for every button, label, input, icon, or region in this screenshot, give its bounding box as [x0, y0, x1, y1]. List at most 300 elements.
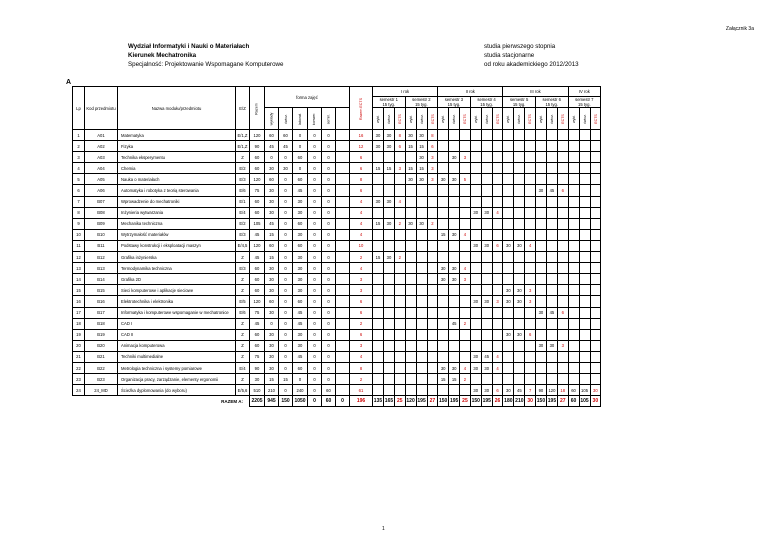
cell-sem	[546, 351, 557, 362]
year-label: IV rok	[568, 87, 601, 97]
table-row	[73, 240, 623, 251]
cell-sem: 6	[557, 185, 568, 196]
cell-sem	[568, 185, 579, 196]
cell-sem: 30	[449, 274, 460, 285]
cell-sem: 30	[416, 130, 427, 141]
cell-razem: 45	[250, 318, 265, 329]
cell-sem	[481, 218, 492, 229]
cell-form: 0	[279, 240, 293, 251]
cell-name: Nauka o materiałach	[118, 174, 236, 185]
semester-weeks: 15 tyg.	[480, 102, 493, 107]
cell-name: Elektrotechnika i elektronika	[118, 296, 236, 307]
cell-sem	[579, 152, 590, 163]
cell-sem: 30	[449, 263, 460, 274]
cell-sem	[470, 307, 481, 318]
cell-form: 0	[308, 174, 322, 185]
cell-sem	[470, 374, 481, 385]
table-row	[73, 351, 623, 362]
col-form-text: wykłady	[269, 112, 274, 126]
cell-sem	[546, 252, 557, 263]
cell-form-extra	[336, 285, 350, 296]
cell-form: 210	[265, 385, 279, 396]
cell-sem	[514, 340, 525, 351]
cell-sem	[460, 385, 471, 396]
cell-sem	[535, 318, 546, 329]
cell-sem	[525, 263, 536, 274]
cell-sem	[590, 374, 601, 385]
cell-ects-razem: 4	[350, 218, 373, 229]
total-sem: 150	[470, 396, 481, 407]
cell-form: 60	[322, 385, 336, 396]
cell-sem: 6	[525, 329, 536, 340]
cell-sem	[568, 252, 579, 263]
cell-sem	[492, 340, 503, 351]
cell-form: 45	[265, 218, 279, 229]
cell-sem	[394, 362, 405, 373]
cell-sem	[383, 263, 394, 274]
cell-sem: 2	[427, 218, 438, 229]
cell-lp: 2	[73, 141, 85, 152]
cell-razem: 60	[250, 329, 265, 340]
cell-form: 0	[279, 340, 293, 351]
cell-sem	[525, 318, 536, 329]
cell-sem	[535, 252, 546, 263]
cell-lp: 22	[73, 362, 85, 373]
cell-sem	[438, 185, 449, 196]
cell-sem	[394, 351, 405, 362]
cell-sem: 3	[427, 174, 438, 185]
cell-sem	[372, 229, 383, 240]
cell-sem	[546, 130, 557, 141]
cell-sem	[481, 229, 492, 240]
cell-name: Sieci komputerowe i aplikacje sieciowe	[118, 285, 236, 296]
cell-form-extra	[336, 263, 350, 274]
cell-sem	[535, 362, 546, 373]
cell-ects-razem: 4	[350, 196, 373, 207]
cell-form: 0	[322, 174, 336, 185]
cell-razem: 105	[250, 218, 265, 229]
cell-form: 0	[308, 362, 322, 373]
cell-code: B07	[85, 196, 118, 207]
col-sub-text: ćwicz.	[452, 114, 457, 124]
cell-name: Fizyka	[118, 141, 236, 152]
cell-sem	[449, 307, 460, 318]
cell-sem	[481, 340, 492, 351]
academic-year: od roku akademickiego 2012/2013	[484, 61, 579, 68]
cell-form-extra	[336, 185, 350, 196]
col-sub-text: ECTS	[495, 114, 500, 124]
col-sub-text: ECTS	[430, 114, 435, 124]
cell-ects-razem: 10	[350, 240, 373, 251]
cell-sem	[514, 374, 525, 385]
cell-form-extra	[336, 362, 350, 373]
cell-sem	[481, 329, 492, 340]
cell-sem	[590, 196, 601, 207]
col-sub-text: wykł.	[375, 115, 380, 123]
cell-sem	[416, 196, 427, 207]
cell-sem	[590, 362, 601, 373]
total-extra: 0	[336, 396, 350, 407]
cell-form-extra	[336, 374, 350, 385]
cell-sem	[557, 141, 568, 152]
cell-sem	[546, 152, 557, 163]
total-sem: 180	[503, 396, 514, 407]
cell-sem	[427, 296, 438, 307]
col-sub	[525, 108, 536, 130]
total-sem: 27	[557, 396, 568, 407]
cell-sem	[438, 196, 449, 207]
cell-ects-razem: 2	[350, 318, 373, 329]
table-row	[73, 141, 623, 152]
cell-sem	[546, 174, 557, 185]
cell-form: 0	[308, 163, 322, 174]
cell-sem	[503, 263, 514, 274]
cell-sem: 30	[438, 174, 449, 185]
cell-sem: 30	[449, 174, 460, 185]
cell-form: 0	[279, 385, 293, 396]
col-sub	[546, 108, 557, 130]
cell-sem	[394, 152, 405, 163]
cell-ez: Z	[236, 374, 250, 385]
cell-sem	[481, 307, 492, 318]
cell-form: 0	[322, 240, 336, 251]
cell-sem: 30	[481, 385, 492, 396]
cell-sem: 30	[416, 152, 427, 163]
cell-sem	[492, 318, 503, 329]
cell-sem	[557, 207, 568, 218]
cell-sem	[557, 329, 568, 340]
col-form-extra	[336, 108, 350, 130]
cell-sem: 2	[394, 252, 405, 263]
cell-sem: 30	[470, 296, 481, 307]
col-sub	[405, 108, 416, 130]
cell-ects-razem: 6	[350, 185, 373, 196]
cell-sem	[372, 385, 383, 396]
cell-sem	[557, 362, 568, 373]
cell-sem	[514, 274, 525, 285]
cell-sem	[438, 285, 449, 296]
col-sub-text: ECTS	[593, 114, 598, 124]
cell-sem	[460, 185, 471, 196]
cell-form: 30	[265, 351, 279, 362]
cell-ez: E/3	[236, 263, 250, 274]
cell-sem	[546, 141, 557, 152]
cell-sem	[416, 252, 427, 263]
cell-name: Wytrzymałość materiałów	[118, 229, 236, 240]
cell-sem: 30	[514, 285, 525, 296]
cell-sem	[405, 340, 416, 351]
cell-sem	[546, 318, 557, 329]
col-sub-text: ćwicz.	[582, 114, 587, 124]
cell-sem	[405, 385, 416, 396]
cell-sem	[525, 130, 536, 141]
cell-lp: 19	[73, 329, 85, 340]
cell-form-extra	[336, 240, 350, 251]
col-form	[279, 108, 293, 130]
cell-sem: 30	[503, 329, 514, 340]
cell-form: 0	[322, 374, 336, 385]
cell-sem	[383, 318, 394, 329]
cell-form: 0	[322, 329, 336, 340]
cell-razem: 120	[250, 130, 265, 141]
cell-ez: Z	[236, 252, 250, 263]
cell-lp: 23	[73, 374, 85, 385]
cell-sem: 3	[394, 163, 405, 174]
cell-sem	[481, 274, 492, 285]
cell-form: 0	[308, 252, 322, 263]
cell-sem: 30	[470, 362, 481, 373]
cell-sem: 30	[405, 130, 416, 141]
cell-name: Chemia	[118, 163, 236, 174]
cell-form: 30	[293, 340, 308, 351]
cell-ez: E/3	[236, 174, 250, 185]
cell-name: CAD I	[118, 318, 236, 329]
cell-razem: 120	[250, 174, 265, 185]
cell-form: 30	[265, 196, 279, 207]
cell-sem	[568, 218, 579, 229]
cell-form: 0	[308, 263, 322, 274]
cell-form: 60	[265, 240, 279, 251]
table-row	[73, 229, 623, 240]
cell-sem	[503, 207, 514, 218]
cell-sem	[568, 207, 579, 218]
cell-form: 0	[322, 318, 336, 329]
cell-form-extra	[336, 229, 350, 240]
cell-code: A04	[85, 163, 118, 174]
cell-sem	[438, 329, 449, 340]
cell-sem	[449, 296, 460, 307]
cell-sem	[383, 351, 394, 362]
cell-sem: 8	[427, 130, 438, 141]
cell-name: Organizacja pracy, zarządzanie, elementy ergonomii	[118, 374, 236, 385]
cell-sem	[405, 229, 416, 240]
cell-form: 0	[308, 340, 322, 351]
total-sem: 105	[579, 396, 590, 407]
cell-sem: 30	[383, 196, 394, 207]
cell-sem	[503, 351, 514, 362]
cell-sem	[568, 152, 579, 163]
cell-sem	[470, 263, 481, 274]
cell-razem: 75	[250, 185, 265, 196]
cell-sem	[546, 362, 557, 373]
cell-sem	[372, 318, 383, 329]
cell-razem: 90	[250, 362, 265, 373]
cell-form: 0	[279, 229, 293, 240]
cell-sem	[449, 285, 460, 296]
cell-sem	[503, 274, 514, 285]
cell-sem: 30	[535, 307, 546, 318]
cell-sem	[405, 351, 416, 362]
cell-form: 0	[308, 130, 322, 141]
col-sub-text: wykł.	[441, 115, 446, 123]
cell-sem	[460, 207, 471, 218]
cell-sem	[546, 285, 557, 296]
cell-ez: E/5,6	[236, 385, 250, 396]
total-label: RAZEM A:	[221, 399, 243, 405]
cell-sem: 30	[514, 329, 525, 340]
cell-ez: Z	[236, 152, 250, 163]
cell-sem	[525, 174, 536, 185]
cell-sem	[525, 218, 536, 229]
cell-sem	[449, 196, 460, 207]
cell-sem: 30	[383, 252, 394, 263]
cell-code: B15	[85, 285, 118, 296]
cell-sem	[590, 240, 601, 251]
cell-ez: E/6	[236, 307, 250, 318]
semester-name: semestr 6	[542, 97, 561, 102]
cell-sem	[568, 351, 579, 362]
cell-sem	[470, 274, 481, 285]
cell-razem: 45	[250, 252, 265, 263]
cell-sem	[590, 218, 601, 229]
cell-sem: 30	[535, 340, 546, 351]
col-form-text: laborat.	[298, 113, 302, 125]
total-sem: 26	[492, 396, 503, 407]
cell-sem	[405, 296, 416, 307]
col-sub-text: ECTS	[528, 114, 533, 124]
cell-sem	[535, 196, 546, 207]
cell-sem	[427, 240, 438, 251]
cell-sem: 45	[514, 385, 525, 396]
col-sub	[535, 108, 546, 130]
cell-sem	[492, 174, 503, 185]
cell-sem	[590, 152, 601, 163]
cell-sem	[416, 274, 427, 285]
cell-sem	[492, 141, 503, 152]
semester-name: semestr 5	[509, 97, 529, 102]
cell-sem	[383, 285, 394, 296]
cell-sem	[514, 263, 525, 274]
cell-sem	[590, 296, 601, 307]
cell-razem: 120	[250, 296, 265, 307]
cell-ects-razem: 6	[350, 329, 373, 340]
cell-form: 0	[322, 130, 336, 141]
cell-sem	[460, 307, 471, 318]
cell-ects-razem: 6	[350, 307, 373, 318]
total-form: 0	[308, 396, 322, 407]
cell-sem	[416, 285, 427, 296]
cell-sem	[460, 340, 471, 351]
cell-sem	[460, 285, 471, 296]
table-row	[73, 362, 623, 373]
cell-sem	[525, 362, 536, 373]
cell-sem: 45	[546, 307, 557, 318]
cell-sem	[405, 318, 416, 329]
document-header-right	[484, 42, 579, 69]
cell-sem	[470, 141, 481, 152]
cell-form: 45	[265, 141, 279, 152]
table-row	[73, 207, 623, 218]
cell-name: Automatyka i robotyka z teorią sterowania	[118, 185, 236, 196]
cell-form-extra	[336, 152, 350, 163]
cell-form: 0	[308, 285, 322, 296]
col-sub	[460, 108, 471, 130]
cell-sem	[405, 374, 416, 385]
cell-form: 0	[279, 307, 293, 318]
cell-sem	[525, 185, 536, 196]
cell-sem	[427, 307, 438, 318]
cell-sem	[579, 285, 590, 296]
cell-razem: 30	[250, 374, 265, 385]
cell-sem	[514, 163, 525, 174]
cell-form: 30	[293, 285, 308, 296]
cell-sem	[427, 252, 438, 263]
cell-razem: 75	[250, 307, 265, 318]
semester-name: semestr 3	[444, 97, 464, 102]
table-row	[73, 152, 623, 163]
cell-sem	[372, 285, 383, 296]
cell-sem: 30	[503, 296, 514, 307]
cell-sem	[503, 362, 514, 373]
col-sub-text: wykł.	[408, 115, 413, 123]
cell-sem: 30	[449, 229, 460, 240]
cell-sem	[590, 274, 601, 285]
col-sub	[568, 108, 579, 130]
cell-razem: 60	[250, 196, 265, 207]
cell-sem	[372, 351, 383, 362]
cell-sem	[405, 285, 416, 296]
total-sem: 25	[394, 396, 405, 407]
cell-form: 0	[322, 340, 336, 351]
cell-sem	[405, 207, 416, 218]
cell-razem: 90	[250, 141, 265, 152]
cell-sem: 30	[372, 141, 383, 152]
semester-label	[372, 97, 405, 108]
cell-sem	[449, 351, 460, 362]
cell-sem	[579, 163, 590, 174]
cell-sem	[449, 218, 460, 229]
cell-sem	[579, 274, 590, 285]
cell-sem	[568, 229, 579, 240]
cell-sem: 2	[460, 374, 471, 385]
cell-code: B22	[85, 362, 118, 373]
cell-sem: 5	[460, 174, 471, 185]
cell-sem	[372, 329, 383, 340]
cell-sem	[514, 185, 525, 196]
page-number: 1	[382, 526, 385, 532]
attachment-label: Załącznik 3a	[725, 26, 754, 32]
cell-code: B21	[85, 351, 118, 362]
cell-sem: 4	[492, 362, 503, 373]
cell-ez: E/1,Z	[236, 130, 250, 141]
cell-ects-razem: 6	[350, 152, 373, 163]
cell-name: Mechanika techniczna	[118, 218, 236, 229]
cell-ez: E/2	[236, 218, 250, 229]
cell-name: Metrologia techniczna i systemy pomiarowe	[118, 362, 236, 373]
cell-form: 0	[322, 152, 336, 163]
cell-sem	[481, 374, 492, 385]
cell-sem	[492, 374, 503, 385]
cell-sem	[427, 263, 438, 274]
table-row	[73, 263, 623, 274]
cell-razem: 60	[250, 340, 265, 351]
cell-form: 0	[308, 374, 322, 385]
cell-ez: E/5	[236, 296, 250, 307]
cell-sem	[405, 240, 416, 251]
cell-sem	[438, 385, 449, 396]
cell-sem	[383, 385, 394, 396]
cell-sem	[535, 285, 546, 296]
cell-sem: 3	[525, 296, 536, 307]
cell-name: Wprowadzenie do mechatroniki	[118, 196, 236, 207]
cell-sem	[514, 218, 525, 229]
cell-code: B17	[85, 307, 118, 318]
cell-sem	[568, 163, 579, 174]
cell-sem	[383, 152, 394, 163]
cell-sem: 3	[557, 340, 568, 351]
cell-sem	[492, 307, 503, 318]
cell-sem	[383, 229, 394, 240]
